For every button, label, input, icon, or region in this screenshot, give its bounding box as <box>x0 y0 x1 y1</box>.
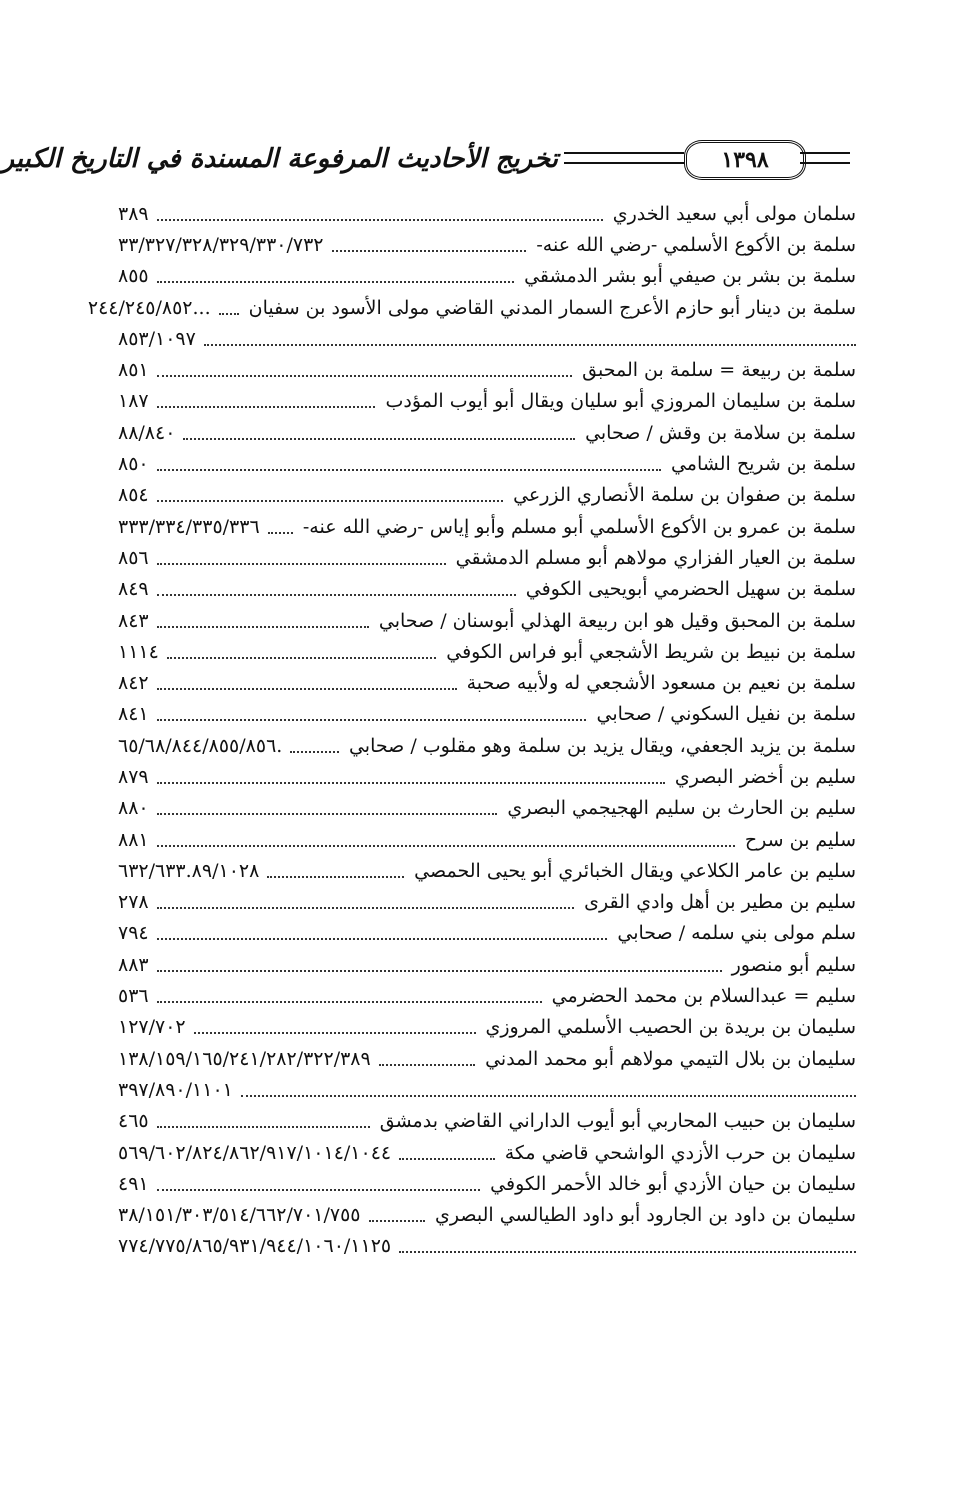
entry-page-refs: ٨٨/٨٤٠ <box>118 421 176 444</box>
dot-leader <box>157 719 587 721</box>
dot-leader <box>157 1001 542 1003</box>
entry-name: سلمة بن سهيل الحضرمي أبويحيى الكوفي <box>525 578 856 601</box>
index-entry <box>118 667 856 698</box>
entry-page-refs: ٨٤٣ <box>118 609 149 632</box>
entry-page-refs: ٣٩٧/٨٩٠/١١٠١ <box>118 1078 233 1101</box>
index-entry <box>118 386 856 417</box>
entry-name: سلمة بن الأكوع الأسلمي -رضي الله عنه- <box>536 233 856 256</box>
entry-page-refs: ٧٩٤ <box>118 922 149 945</box>
entry-page-refs: ٨٥٣/١٠٩٧ <box>118 327 196 350</box>
dot-leader <box>219 313 239 315</box>
page-number-badge: ١٣٩٨ <box>684 140 806 180</box>
entry-page-refs: ٨٤١ <box>118 703 149 726</box>
entry-name: سليم بن مطير بن أهل وادي القرى <box>584 891 856 914</box>
dot-leader <box>157 1189 481 1191</box>
index-entry-continuation <box>118 323 856 354</box>
index-entry-continuation <box>118 1231 856 1262</box>
header-rule-right <box>564 152 684 164</box>
index-entry <box>118 1012 856 1043</box>
dot-leader <box>157 626 369 628</box>
index-entry <box>118 605 856 636</box>
entry-page-refs: ٨٨٣ <box>118 953 149 976</box>
dot-leader <box>157 688 457 690</box>
entry-name: سلمة بن المحبق وقيل هو ابن ربيعة الهذلي أبوسنان / صحابي <box>378 609 856 632</box>
dot-leader <box>157 1126 370 1128</box>
entry-page-refs: ٧٧٤/٧٧٥/٨٦٥/٩٣١/٩٤٤/١٠٦٠/١١٢٥ <box>118 1235 392 1258</box>
entry-page-refs: ١٨٧ <box>118 390 149 413</box>
dot-leader <box>157 938 608 940</box>
header-rule-left <box>800 152 850 164</box>
index-entry <box>118 261 856 292</box>
index-entry <box>118 448 856 479</box>
index-entry <box>118 1106 856 1137</box>
index-entry <box>118 480 856 511</box>
dot-leader <box>267 876 404 878</box>
index-entries <box>87 198 856 1262</box>
entry-page-refs: ٨٤٩ <box>118 578 149 601</box>
page-title: تخريج الأحاديث المرفوعة المسندة في التاريخ الكبير <box>1 144 558 174</box>
entry-page-refs: ٨٧٩ <box>118 765 149 788</box>
dot-leader <box>157 469 661 471</box>
index-entry <box>118 730 856 761</box>
entry-page-refs: ٦٣٢/٦٣٣.٨٩/١٠٢٨ <box>118 859 260 882</box>
page-header <box>1 138 850 182</box>
entry-page-refs: ٣٨/١٥١/٣٠٣/٥١٤/٦٦٢/٧٠١/٧٥٥ <box>118 1204 361 1227</box>
entry-page-refs: ٨٨٠ <box>118 797 149 820</box>
index-entry <box>118 574 856 605</box>
dot-leader <box>157 406 376 408</box>
dot-leader <box>157 594 516 596</box>
entry-name: سليمان بن بريدة بن الحصيب الأسلمي المروزي <box>485 1016 856 1039</box>
entry-name: سليم بن عامر الكلاعي ويقال الخبائري أبو يحيى الحمصي <box>414 859 856 882</box>
index-entry <box>118 918 856 949</box>
entry-page-refs: ١٢٧/٧٠٢ <box>118 1016 186 1039</box>
index-entry <box>87 292 856 323</box>
entry-page-refs: ٣٨٩ <box>118 202 149 225</box>
entry-name: سليمان بن حبيب المحاربي أبو أيوب الداراني القاضي بدمشق <box>379 1110 856 1133</box>
dot-leader <box>157 219 603 221</box>
dot-leader <box>157 970 722 972</box>
entry-name: سليمان بن داود بن الجارود أبو داود الطيالسي البصري <box>435 1204 856 1227</box>
dot-leader <box>157 845 735 847</box>
entry-page-refs: .٦٥/٦٨/٨٤٤/٨٥٥/٨٥٦ <box>118 734 283 757</box>
index-entry <box>118 980 856 1011</box>
entry-page-refs: ٨٥٠ <box>118 453 149 476</box>
dot-leader <box>157 907 575 909</box>
index-entry <box>118 824 856 855</box>
entry-name: سلمان مولى أبي سعيد الخدري <box>612 202 856 225</box>
entry-name: سلمة بن العيار الفزاري مولاهم أبو مسلم الدمشقي <box>455 546 856 569</box>
dot-leader <box>268 532 293 534</box>
entry-name: سلمة بن بشر بن صيفي أبو بشر الدمشقي <box>524 265 856 288</box>
entry-page-refs: ٨٥٥ <box>118 265 149 288</box>
dot-leader <box>157 500 503 502</box>
dot-leader <box>157 563 446 565</box>
entry-page-refs: ٤٦٥ <box>118 1110 149 1133</box>
index-entry <box>118 354 856 385</box>
dot-leader <box>399 1251 856 1253</box>
index-entry <box>118 949 856 980</box>
dot-leader <box>204 344 856 346</box>
index-entry <box>118 229 856 260</box>
entry-name: سليمان بن حيان الأزدي أبو خالد الأحمر الكوفي <box>490 1172 856 1195</box>
entry-name: سلمة بن سلامة بن وقش / صحابي <box>585 421 856 444</box>
dot-leader <box>157 782 665 784</box>
entry-page-refs: ١٣٨/١٥٩/١٦٥/٢٤١/٢٨٢/٣٢٢/٣٨٩ <box>118 1047 371 1070</box>
index-entry <box>118 1043 856 1074</box>
entry-page-refs: ٨٥٦ <box>118 546 149 569</box>
entry-name: سلمة بن نعيم بن مسعود الأشجعي له ولأبيه صحبة <box>466 672 856 695</box>
index-entry <box>118 699 856 730</box>
dot-leader <box>369 1220 426 1222</box>
entry-page-refs: ٣٣٣/٣٣٤/٣٣٥/٣٣٦ <box>118 515 260 538</box>
entry-page-refs: ٨٥٤ <box>118 484 149 507</box>
entry-name: سلم مولى بني سلمه / صحابي <box>617 922 856 945</box>
dot-leader <box>194 1032 476 1034</box>
index-entry <box>118 542 856 573</box>
index-entry <box>118 855 856 886</box>
dot-leader <box>241 1095 856 1097</box>
dot-leader <box>167 657 436 659</box>
entry-name: سليم بن أخضر البصري <box>674 765 856 788</box>
entry-name: سلمة بن نفيل السكوني / صحابي <box>596 703 856 726</box>
entry-page-refs: ٨٥١ <box>118 359 149 382</box>
index-entry <box>118 198 856 229</box>
entry-page-refs: ٨٤٢ <box>118 672 149 695</box>
entry-name: سليم أبو منصور <box>731 953 856 976</box>
entry-page-refs: ٤٩١ <box>118 1172 149 1195</box>
entry-name: سلمة بن نبيط بن شريط الأشجعي أبو فراس الكوفي <box>446 640 856 663</box>
dot-leader <box>332 250 527 252</box>
dot-leader <box>399 1158 495 1160</box>
index-entry <box>118 887 856 918</box>
entry-name: سلمة بن عمرو بن الأكوع الأسلمي أبو مسلم وأبو إياس -رضي الله عنه- <box>302 515 856 538</box>
dot-leader <box>183 438 575 440</box>
index-entry <box>118 1137 856 1168</box>
index-entry <box>118 761 856 792</box>
entry-page-refs: ٥٣٦ <box>118 985 149 1008</box>
entry-name: سليم بن سرح <box>744 828 856 851</box>
dot-leader <box>157 281 514 283</box>
entry-name: سلمة بن صفوان بن سلمة الأنصاري الزرعي <box>513 484 856 507</box>
dot-leader <box>157 813 498 815</box>
entry-name: سليمان بن حرب الأزدي الواشحي قاضي مكة <box>504 1141 856 1164</box>
entry-name: سليم = عبدالسلام بن محمد الحضرمي <box>551 985 856 1008</box>
index-entry <box>118 636 856 667</box>
index-entry <box>118 1200 856 1231</box>
entry-name: سلمة بن دينار أبو حازم الأعرج السمار المدني القاضي مولى الأسود بن سفيان <box>248 296 856 319</box>
entry-page-refs: ٣٣/٣٢٧/٣٢٨/٣٢٩/٣٣٠/٧٣٢ <box>118 233 324 256</box>
dot-leader <box>290 751 339 753</box>
index-entry <box>118 511 856 542</box>
entry-page-refs: ...٢٤٤/٢٤٥/٨٥٢ <box>87 296 211 319</box>
entry-page-refs: ٨٨١ <box>118 828 149 851</box>
entry-name: سليم بن الحارث بن سليم الهجيجمي البصري <box>507 797 856 820</box>
entry-page-refs: ١١١٤ <box>118 640 159 663</box>
index-entry <box>118 417 856 448</box>
entry-name: سلمة بن ربيعة = سلمة بن المحبق <box>582 359 856 382</box>
index-entry <box>118 1168 856 1199</box>
entry-name: سلمة بن شريح الشامي <box>670 453 856 476</box>
index-entry-continuation <box>118 1074 856 1105</box>
entry-page-refs: ٢٧٨ <box>118 891 149 914</box>
index-entry <box>118 793 856 824</box>
dot-leader <box>157 375 573 377</box>
entry-name: سلمة بن سليمان المروزي أبو سليان ويقال أبو أيوب المؤدب <box>385 390 856 413</box>
entry-page-refs: ٥٦٩/٦٠٢/٨٢٤/٨٦٢/٩١٧/١٠١٤/١٠٤٤ <box>118 1141 392 1164</box>
dot-leader <box>379 1064 475 1066</box>
entry-name: سلمة بن يزيد الجعفي، ويقال يزيد بن سلمة وهو مقلوب / صحابي <box>348 734 856 757</box>
entry-name: سليمان بن بلال التيمي مولاهم أبو محمد المدني <box>485 1047 856 1070</box>
